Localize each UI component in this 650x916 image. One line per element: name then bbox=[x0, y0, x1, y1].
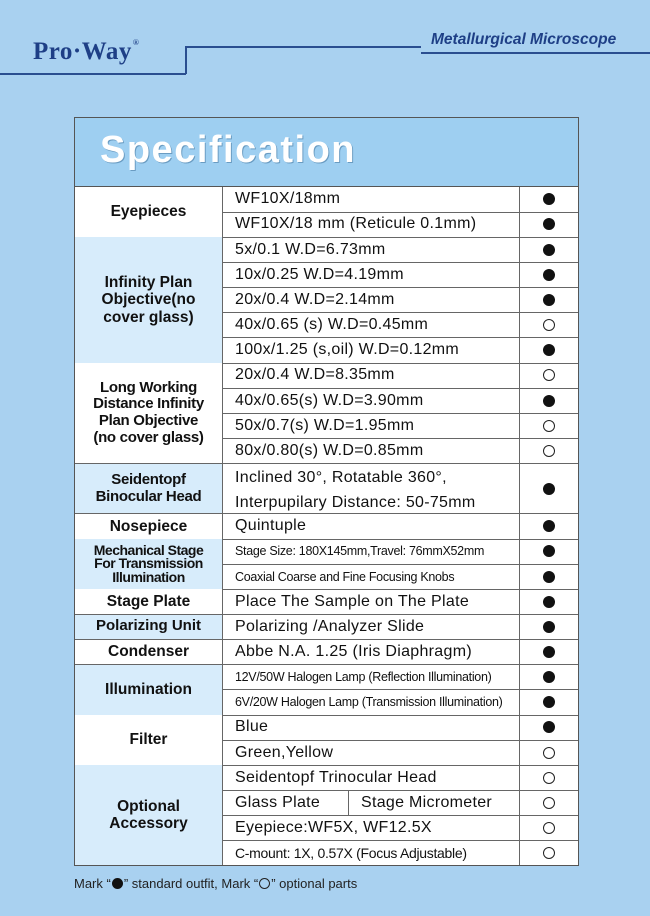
category-label bbox=[75, 765, 223, 866]
spec-cell bbox=[223, 690, 520, 716]
mark-cell bbox=[520, 539, 578, 565]
standard-dot-icon bbox=[543, 294, 555, 306]
spec-text: Coaxial Coarse and Fine Focusing Knobs bbox=[235, 569, 455, 584]
optional-circle-icon bbox=[543, 747, 555, 759]
mark-cell bbox=[520, 640, 578, 666]
mark-cell bbox=[520, 212, 578, 238]
spec-text: Seidentopf Trinocular Head bbox=[235, 768, 437, 786]
spec-cell bbox=[223, 791, 520, 817]
spec-text: Abbe N.A. 1.25 (Iris Diaphragm) bbox=[235, 643, 472, 660]
category-text: Illumination bbox=[105, 681, 192, 699]
spec-text: Place The Sample on The Plate bbox=[235, 592, 470, 610]
category-label bbox=[75, 589, 223, 615]
spec-text: C-mount: 1X, 0.57X (Focus Adjustable) bbox=[235, 845, 467, 862]
optional-circle-icon bbox=[543, 822, 555, 834]
category-label bbox=[75, 187, 223, 238]
spec-cell bbox=[223, 665, 520, 691]
registered-mark: ® bbox=[132, 38, 140, 47]
mark-cell bbox=[520, 288, 578, 314]
category-text: Nosepiece bbox=[109, 517, 188, 535]
spec-cell bbox=[223, 615, 520, 641]
mark-cell bbox=[520, 187, 578, 213]
spec-title: Specification bbox=[100, 129, 356, 171]
category-text: Condenser bbox=[108, 643, 189, 661]
standard-dot-icon bbox=[543, 545, 555, 557]
spec-text: Quintuple bbox=[235, 517, 307, 535]
optional-circle-icon bbox=[543, 420, 555, 432]
standard-dot-icon bbox=[543, 218, 555, 230]
legend-open-dot-icon bbox=[259, 878, 270, 889]
optional-circle-icon bbox=[543, 847, 555, 859]
spec-title-band bbox=[75, 118, 578, 187]
mark-cell bbox=[520, 740, 578, 766]
standard-dot-icon bbox=[543, 520, 555, 532]
mark-cell bbox=[520, 388, 578, 414]
mark-cell bbox=[520, 262, 578, 288]
page-subtitle: Metallurgical Microscope bbox=[431, 31, 617, 48]
mark-cell bbox=[520, 464, 578, 515]
spec-cell bbox=[223, 413, 520, 439]
spec-cell bbox=[223, 288, 520, 314]
spec-text: 5x/0.1 W.D=6.73mm bbox=[235, 240, 386, 258]
standard-dot-icon bbox=[543, 721, 555, 733]
category-text: Long Working Distance Infinity Plan Objective (no cover glass) bbox=[93, 378, 204, 446]
spec-text: 20x/0.4 W.D=8.35mm bbox=[235, 366, 395, 384]
optional-circle-icon bbox=[543, 369, 555, 381]
spec-text: 50x/0.7(s) W.D=1.95mm bbox=[235, 416, 415, 434]
standard-dot-icon bbox=[543, 571, 555, 583]
optional-circle-icon bbox=[543, 797, 555, 809]
mark-cell bbox=[520, 237, 578, 263]
spec-text: 100x/1.25 (s,oil) W.D=0.12mm bbox=[235, 341, 460, 359]
spec-cell bbox=[223, 715, 520, 741]
spec-text: 80x/0.80(s) W.D=0.85mm bbox=[235, 441, 424, 459]
spec-cell bbox=[223, 765, 520, 791]
mark-cell bbox=[520, 841, 578, 866]
category-label bbox=[75, 464, 223, 515]
spec-text: 12V/50W Halogen Lamp (Reflection Illumination) bbox=[235, 670, 492, 685]
header-rule-step bbox=[185, 46, 187, 74]
mark-cell bbox=[520, 589, 578, 615]
spec-text: 10x/0.25 W.D=4.19mm bbox=[235, 265, 404, 283]
mark-cell bbox=[520, 514, 578, 540]
spec-text: WF10X/18 mm (Reticule 0.1mm) bbox=[235, 215, 477, 233]
mark-cell bbox=[520, 715, 578, 741]
legend-standard-text: ” standard outfit, Mark “ bbox=[123, 876, 259, 891]
spec-cell bbox=[223, 514, 520, 540]
spec-text: Polarizing /Analyzer Slide bbox=[235, 617, 425, 635]
category-text: Stage Plate bbox=[106, 593, 191, 611]
mark-cell bbox=[520, 816, 578, 842]
standard-dot-icon bbox=[543, 193, 555, 205]
mark-cell bbox=[520, 564, 578, 590]
spec-cell bbox=[223, 363, 520, 389]
standard-dot-icon bbox=[543, 395, 555, 407]
standard-dot-icon bbox=[543, 483, 555, 495]
spec-table-card bbox=[74, 117, 579, 866]
category-label bbox=[75, 615, 223, 641]
spec-cell bbox=[223, 388, 520, 414]
spec-text: Glass Plate bbox=[223, 791, 349, 816]
category-label bbox=[75, 539, 223, 590]
mark-cell bbox=[520, 413, 578, 439]
mark-cell bbox=[520, 338, 578, 364]
spec-text-line2: Interpupilary Distance: 50-75mm bbox=[235, 493, 476, 511]
optional-circle-icon bbox=[543, 445, 555, 457]
spec-text: Eyepiece:WF5X, WF12.5X bbox=[235, 819, 432, 837]
category-text: Eyepieces bbox=[110, 203, 187, 221]
standard-dot-icon bbox=[543, 671, 555, 683]
category-label bbox=[75, 237, 223, 363]
spec-cell bbox=[223, 237, 520, 263]
mark-cell bbox=[520, 690, 578, 716]
spec-cell bbox=[223, 439, 520, 465]
spec-cell bbox=[223, 338, 520, 364]
spec-text-secondary: Stage Micrometer bbox=[361, 793, 493, 811]
category-text: Seidentopf Binocular Head bbox=[95, 470, 202, 505]
spec-cell bbox=[223, 740, 520, 766]
legend-prefix: Mark “ bbox=[74, 876, 111, 891]
category-label bbox=[75, 665, 223, 716]
spec-cell bbox=[223, 816, 520, 842]
spec-cell bbox=[223, 564, 520, 590]
spec-text: Inclined 30°, Rotatable 360°, bbox=[235, 468, 447, 486]
category-label bbox=[75, 514, 223, 540]
spec-cell bbox=[223, 262, 520, 288]
standard-dot-icon bbox=[543, 646, 555, 658]
standard-dot-icon bbox=[543, 696, 555, 708]
spec-text: 40x/0.65(s) W.D=3.90mm bbox=[235, 391, 424, 409]
mark-cell bbox=[520, 363, 578, 389]
optional-circle-icon bbox=[543, 772, 555, 784]
header-rule-left bbox=[0, 73, 186, 75]
legend-filled-dot-icon bbox=[112, 878, 123, 889]
mark-cell bbox=[520, 313, 578, 339]
mark-cell bbox=[520, 665, 578, 691]
spec-cell bbox=[223, 539, 520, 565]
spec-text: 6V/20W Halogen Lamp (Transmission Illumination) bbox=[235, 695, 503, 710]
header-rule-mid bbox=[185, 46, 421, 48]
brand-logo-text: Pro·Way bbox=[33, 38, 132, 65]
standard-dot-icon bbox=[543, 621, 555, 633]
category-text: Infinity Plan Objective(no cover glass) bbox=[101, 273, 196, 326]
optional-circle-icon bbox=[543, 319, 555, 331]
header-rule-right bbox=[421, 52, 650, 54]
category-text: Polarizing Unit bbox=[96, 617, 201, 635]
mark-cell bbox=[520, 791, 578, 817]
standard-dot-icon bbox=[543, 596, 555, 608]
spec-cell bbox=[223, 640, 520, 666]
spec-cell bbox=[223, 589, 520, 615]
spec-text: Blue bbox=[235, 718, 269, 736]
category-text: Mechanical Stage For Transmission Illumination bbox=[93, 542, 204, 585]
mark-cell bbox=[520, 615, 578, 641]
mark-cell bbox=[520, 439, 578, 465]
spec-text: Green,Yellow bbox=[235, 743, 334, 761]
spec-cell bbox=[223, 212, 520, 238]
category-text: Optional Accessory bbox=[109, 798, 188, 833]
brand-logo bbox=[33, 38, 139, 66]
legend-optional-text: ” optional parts bbox=[271, 876, 358, 891]
category-label bbox=[75, 640, 223, 666]
spec-text: 40x/0.65 (s) W.D=0.45mm bbox=[235, 316, 429, 334]
standard-dot-icon bbox=[543, 269, 555, 281]
category-text: Filter bbox=[129, 731, 168, 749]
legend bbox=[74, 876, 357, 891]
spec-text: WF10X/18mm bbox=[235, 190, 341, 208]
standard-dot-icon bbox=[543, 244, 555, 256]
spec-text: Stage Size: 180X145mm,Travel: 76mmX52mm bbox=[235, 544, 485, 559]
page-header bbox=[0, 0, 650, 75]
spec-cell bbox=[223, 313, 520, 339]
spec-text: 20x/0.4 W.D=2.14mm bbox=[235, 290, 395, 308]
mark-cell bbox=[520, 765, 578, 791]
category-label bbox=[75, 715, 223, 766]
category-label bbox=[75, 363, 223, 464]
spec-cell bbox=[223, 841, 520, 866]
spec-cell bbox=[223, 464, 520, 515]
spec-cell bbox=[223, 187, 520, 213]
standard-dot-icon bbox=[543, 344, 555, 356]
